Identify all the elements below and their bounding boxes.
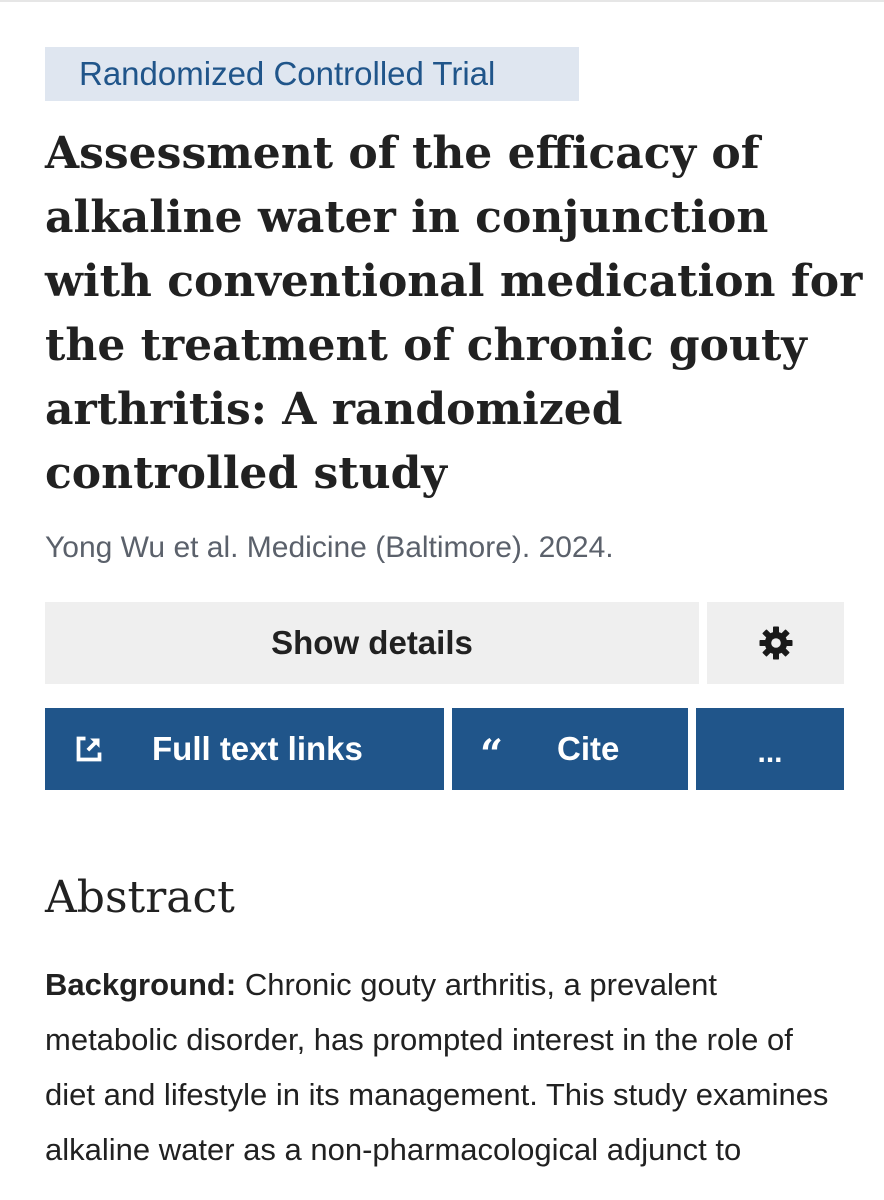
top-divider [0, 0, 884, 2]
cite-label: Cite [557, 730, 620, 767]
show-details-button[interactable] [45, 602, 699, 684]
external-link-icon [75, 735, 103, 763]
gear-icon [758, 625, 794, 661]
abstract-background-label: Background: [45, 967, 237, 1002]
article-citation: Yong Wu et al. Medicine (Baltimore). 2024. [45, 531, 614, 564]
show-details-label: Show details [271, 624, 473, 661]
abstract-background-text: Chronic gouty arthritis, a prevalent metabolic disorder, has prompted interest in the role of diet and lifestyle in its management. This study examines alkaline water as a non-pharmacological adjunct to [45, 967, 829, 1167]
quote-icon: “ [480, 731, 504, 778]
cite-button[interactable] [452, 708, 688, 790]
full-text-links-label: Full text links [152, 730, 363, 767]
publication-type-badge: Randomized Controlled Trial [45, 47, 579, 101]
abstract-paragraph [45, 957, 845, 1177]
more-actions-button[interactable] [696, 708, 844, 790]
full-text-links-button[interactable] [45, 708, 444, 790]
more-actions-label: ... [757, 736, 783, 769]
display-settings-button[interactable] [707, 602, 844, 684]
article-title: Assessment of the efficacy of alkaline water in conjunction with conventional medication for the treatment of chronic gouty arthritis: A randomized controlled study [45, 128, 863, 499]
abstract-heading: Abstract [45, 872, 235, 923]
